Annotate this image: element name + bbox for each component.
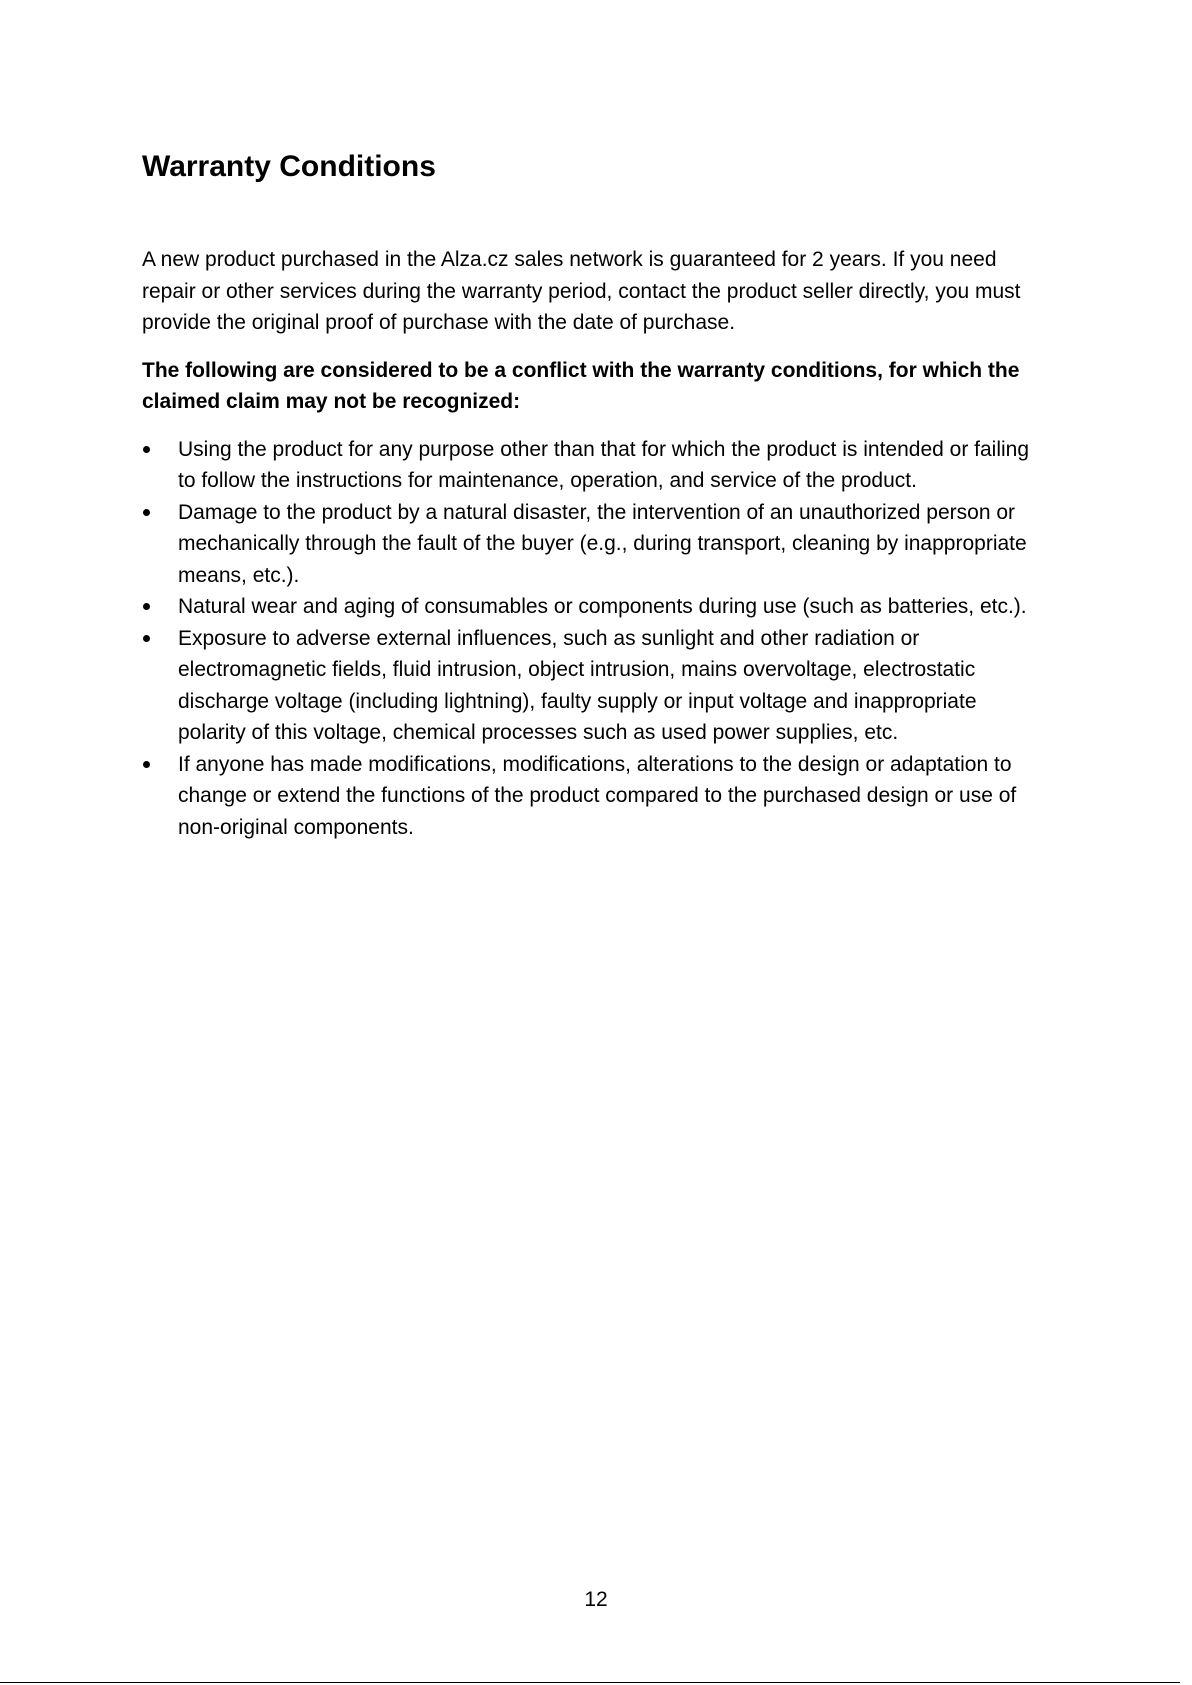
- page-content: [142, 140, 1042, 843]
- intro-paragraph: A new product purchased in the Alza.cz sales network is guaranteed for 2 years. If you need repair or other services during the warranty period, contact the product seller directly, you must provide the original proof of purchase with the date of purchase.: [142, 248, 1021, 334]
- list-item-text: Damage to the product by a natural disaster, the intervention of an unauthorized person or mechanically through the fault of the buyer (e.g., during transport, cleaning by inappropriate means, etc.).: [178, 500, 1027, 587]
- list-item: [142, 623, 1042, 749]
- list-item-text: Using the product for any purpose other than that for which the product is intended or failing to follow the instructions for maintenance, operation, and service of the product.: [178, 437, 1030, 492]
- list-item: [142, 434, 1042, 497]
- bullet-icon: [143, 509, 150, 516]
- bullet-icon: [143, 635, 150, 642]
- conflict-heading: The following are considered to be a conflict with the warranty conditions, for which the claimed claim may not be recognized:: [142, 358, 1020, 413]
- list-item-text: Exposure to adverse external influences, such as sunlight and other radiation or electromagnetic fields, fluid intrusion, object intrusion, mains overvoltage, electrostatic discharge voltage (including lightning), faulty supply or input voltage and inappropriate polarity of this voltage, chemical processes such as used power supplies, etc.: [178, 626, 977, 744]
- bullet-icon: [143, 603, 150, 610]
- list-item: [142, 591, 1042, 623]
- bullet-icon: [143, 446, 150, 453]
- bullet-icon: [143, 761, 150, 768]
- list-item-text: If anyone has made modifications, modifications, alterations to the design or adaptation to change or extend the functions of the product compared to the purchased design or use of non-original components.: [178, 752, 1017, 839]
- list-item: [142, 497, 1042, 592]
- page-title: Warranty Conditions: [142, 150, 436, 183]
- list-item: [142, 749, 1042, 844]
- list-item-text: Natural wear and aging of consumables or components during use (such as batteries, etc.).: [178, 595, 1027, 618]
- page-number: 12: [584, 1588, 608, 1611]
- footer-divider: [0, 1682, 1180, 1683]
- conditions-list: [142, 434, 1042, 844]
